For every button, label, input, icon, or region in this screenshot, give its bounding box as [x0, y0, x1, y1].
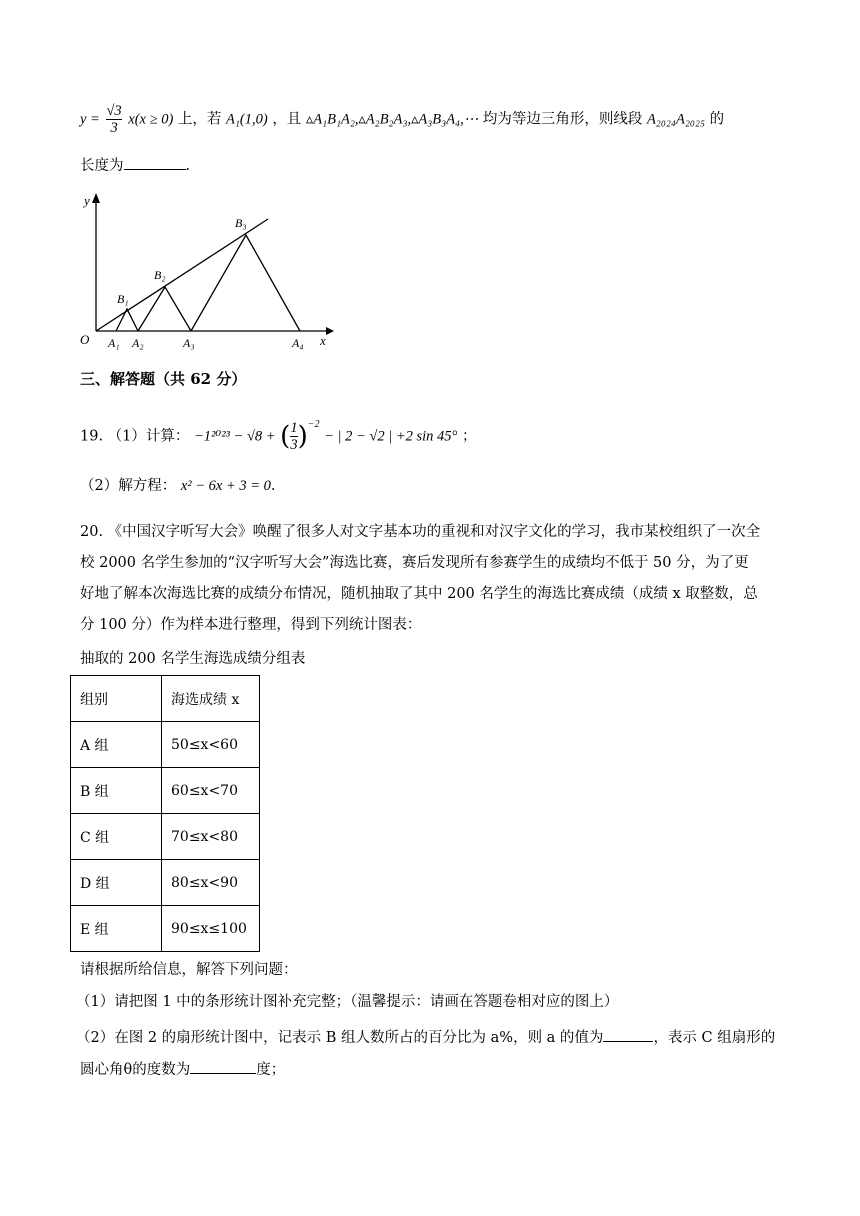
range-cell: 80≤x<90: [162, 860, 260, 906]
label-a2: A₂: [132, 336, 144, 350]
q20-para-line3: 好地了解本次海选比赛的成绩分布情况，随机抽取了其中 200 名学生的海选比赛成绩（成绩 x 取整数，总: [80, 586, 758, 602]
q19-part1: [80, 420, 476, 453]
x-axis-arrow: [326, 327, 334, 335]
slope-fraction-denominator: 3: [110, 120, 118, 136]
q19-part2-label: （2）解方程：: [80, 478, 177, 494]
triangle-1: [116, 309, 138, 331]
q18-line2: [80, 155, 190, 176]
table-row: [71, 768, 260, 814]
slope-fraction: [106, 103, 121, 136]
q20-sub2-text-a: （2）在图 2 的扇形统计图中，记表示 B 组人数所占的百分比为 a%，则 a 的值为: [76, 1030, 604, 1046]
range-cell: 50≤x<60: [162, 722, 260, 768]
table-row: [71, 906, 260, 952]
answer-blank: [124, 155, 186, 170]
answer-blank-theta: [190, 1059, 256, 1074]
point-a1: A₁(1,0): [226, 111, 268, 128]
q18-text-b: ，且: [272, 111, 302, 128]
q19-expr-b: − | 2 − √2 | +2 sin 45°: [324, 428, 458, 445]
label-y: y: [84, 193, 90, 208]
q20-instruction: 请根据所给信息，解答下列问题：: [80, 962, 298, 978]
q20-sub2-text-b: ，表示 C 组扇形的: [653, 1030, 776, 1046]
q19-number: 19.: [80, 428, 104, 445]
line-formula-rest: x(x ≥ 0): [128, 111, 174, 128]
q20-para-line1: 《中国汉字听写大会》唤醒了很多人对文字基本功的重视和对汉字文化的学习，我市某校组织了一次全: [107, 524, 761, 540]
label-a1: A₁: [108, 336, 120, 350]
table-row: [71, 722, 260, 768]
q20-sub2-line1: [76, 1027, 775, 1048]
paren-left: (: [280, 421, 291, 452]
q18-text-a: 上，若: [177, 111, 222, 128]
group-cell: C 组: [71, 814, 162, 860]
ray-line: [96, 219, 268, 331]
range-cell: 90≤x≤100: [162, 906, 260, 952]
q19-part2: [80, 476, 276, 496]
header-group: 组别: [71, 676, 162, 722]
q18-text-d: 的: [709, 111, 725, 128]
header-score: 海选成绩 x: [162, 676, 260, 722]
q18-line2-text: 长度为: [80, 158, 124, 174]
label-b2: B₂: [154, 268, 166, 282]
paren-right: ): [297, 421, 308, 452]
q20-sub1: （1）请把图 1 中的条形统计图补充完整；（温馨提示：请画在答题卷相对应的图上）: [76, 994, 619, 1010]
table-row: [71, 860, 260, 906]
q19-equation: x² − 6x + 3 = 0: [180, 478, 271, 494]
section-title: 三、解答题（共 62 分）: [80, 370, 247, 388]
q18-line1: [80, 103, 724, 136]
q19-part1-label: （1）计算：: [107, 428, 190, 445]
equilateral-triangles-figure: [70, 185, 340, 355]
table-row: [71, 814, 260, 860]
q18-line2-end: .: [185, 158, 191, 174]
slope-fraction-numerator: √3: [106, 103, 122, 119]
range-cell: 70≤x<80: [162, 814, 260, 860]
q19-fraction: [290, 420, 297, 453]
q19-fraction-numerator: 1: [290, 420, 298, 436]
q20-number: 20.: [80, 524, 104, 540]
range-cell: 60≤x<70: [162, 768, 260, 814]
q20-sub2-text-d: 度；: [256, 1062, 286, 1078]
q20-para-line2: 校 2000 名学生参加的“汉字听写大会”海选比赛，赛后发现所有参赛学生的成绩均不低于 50 分，为了更: [80, 555, 749, 571]
triangle-list: ▵A₁B₁A₂,▵A₂B₂A₃,▵A₃B₃A₄,⋯: [305, 111, 479, 128]
label-b1: B₁: [117, 292, 129, 306]
table-caption: 抽取的 200 名学生海选成绩分组表: [80, 651, 306, 667]
q19-part1-end: ；: [461, 428, 477, 445]
q19-part2-end: .: [270, 478, 276, 494]
q19-exponent: −2: [307, 418, 320, 430]
group-cell: B 组: [71, 768, 162, 814]
q20-sub2-line2: [80, 1059, 285, 1080]
q19-fraction-denominator: 3: [290, 437, 298, 453]
triangle-3: [191, 235, 300, 331]
group-cell: A 组: [71, 722, 162, 768]
q19-expr-a: −1²⁰²³ − √8 +: [194, 428, 276, 445]
label-b3: B₃: [235, 216, 247, 230]
line-formula-y: y =: [80, 111, 100, 128]
q20-para-line4: 分 100 分）作为样本进行整理，得到下列统计图表：: [80, 617, 422, 633]
q18-text-c: 均为等边三角形，则线段: [482, 111, 643, 128]
label-a4: A₄: [292, 336, 304, 350]
table-header-row: [71, 676, 260, 722]
q20-line1: [80, 522, 760, 542]
triangle-2: [138, 287, 191, 331]
group-cell: E 组: [71, 906, 162, 952]
label-origin: O: [80, 332, 90, 347]
answer-blank-a: [603, 1027, 653, 1042]
y-axis-arrow: [92, 193, 100, 203]
label-a3: A₃: [183, 336, 195, 350]
group-cell: D 组: [71, 860, 162, 906]
label-x: x: [320, 333, 326, 348]
score-group-table: [70, 675, 260, 952]
q20-sub2-text-c: 圆心角θ的度数为: [80, 1062, 191, 1078]
segment-a2024-a2025: A₂₀₂₄A₂₀₂₅: [646, 111, 705, 128]
